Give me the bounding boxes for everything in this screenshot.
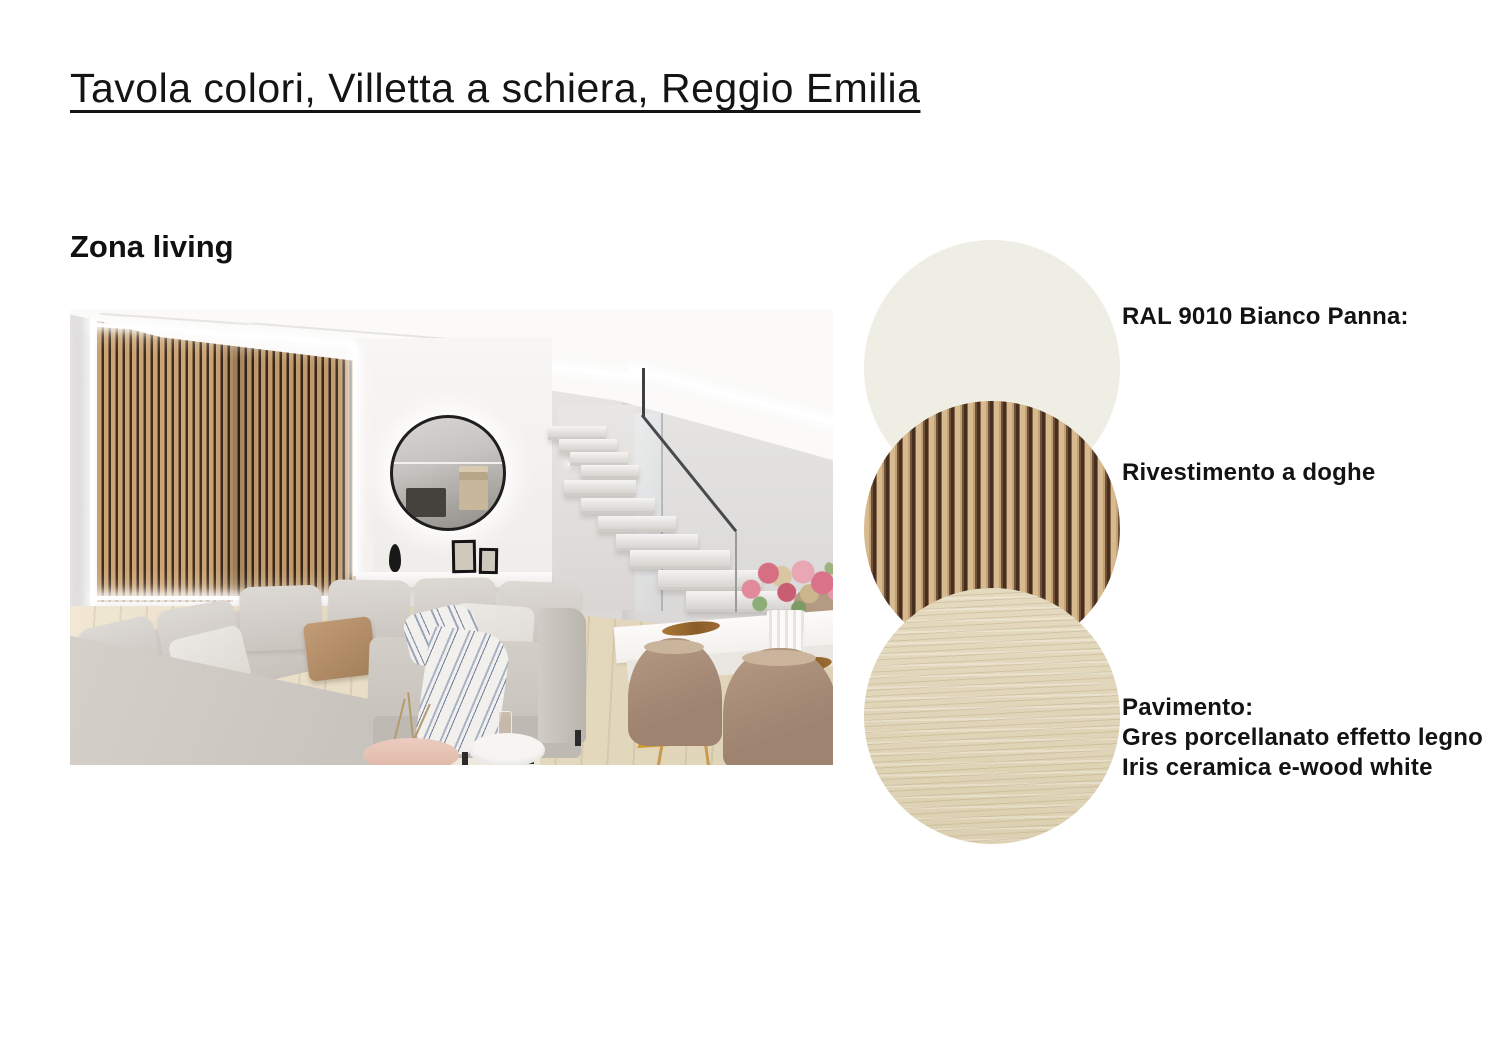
sofa-leg bbox=[575, 730, 581, 746]
wood-slat-wall-left bbox=[97, 310, 233, 602]
stair-tread bbox=[559, 439, 617, 453]
small-white-vase bbox=[376, 551, 385, 572]
photo-print bbox=[455, 543, 473, 570]
led-strip-panel-edge bbox=[353, 348, 357, 576]
coffee-table-blush bbox=[363, 738, 459, 765]
stair-tread bbox=[581, 465, 639, 479]
photo-print bbox=[482, 551, 495, 571]
mirror-reflection-shelf bbox=[459, 466, 488, 510]
tan-accent-pillow bbox=[303, 616, 378, 682]
swatch-label-pavimento bbox=[1122, 693, 1483, 783]
stair-tread bbox=[581, 498, 655, 514]
handrail-post bbox=[642, 368, 645, 418]
dining-chair-left bbox=[628, 638, 722, 746]
picture-frame bbox=[452, 540, 477, 573]
picture-frame bbox=[479, 548, 498, 574]
coffee-table-white bbox=[469, 733, 545, 765]
stair-tread bbox=[616, 534, 698, 551]
round-mirror bbox=[390, 415, 506, 531]
swatch-label-ral-9010: RAL 9010 Bianco Panna: bbox=[1122, 303, 1409, 330]
stair-tread bbox=[598, 516, 676, 532]
chair-seat-edge bbox=[644, 640, 704, 654]
stair-tread bbox=[630, 550, 730, 569]
page-title: Tavola colori, Villetta a schiera, Reggio Emilia bbox=[70, 65, 921, 112]
black-vase bbox=[389, 544, 401, 572]
sofa-armrest bbox=[538, 608, 586, 743]
mirror-reflection-tv bbox=[406, 488, 446, 517]
handrail-cable bbox=[735, 532, 737, 612]
living-room-render bbox=[70, 310, 833, 765]
swatch-floor-tile bbox=[864, 588, 1120, 844]
stair-tread bbox=[570, 452, 628, 466]
sofa-leg bbox=[462, 752, 468, 765]
pavimento-line-3: Iris ceramica e-wood white bbox=[1122, 754, 1433, 781]
white-bottle-vase bbox=[366, 538, 373, 572]
pavimento-line-2: Gres porcellanato effetto legno bbox=[1122, 724, 1483, 751]
mirror-reflection-line bbox=[393, 462, 503, 464]
flower-bouquet bbox=[736, 554, 833, 618]
stair-tread bbox=[564, 480, 636, 496]
chair-seat-edge bbox=[742, 650, 816, 666]
swatch-label-doghe: Rivestimento a doghe bbox=[1122, 459, 1376, 486]
led-strip-vertical bbox=[90, 310, 95, 640]
section-heading: Zona living bbox=[70, 228, 234, 264]
pavimento-line-1: Pavimento: bbox=[1122, 694, 1254, 721]
stair-tread bbox=[548, 426, 606, 440]
